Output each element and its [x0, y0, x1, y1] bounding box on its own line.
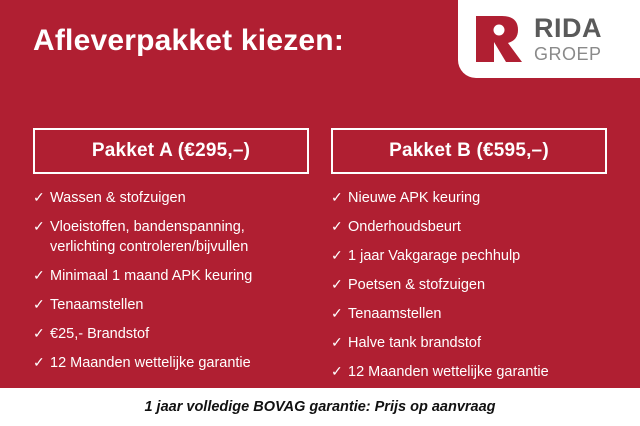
list-item: [33, 324, 309, 344]
feature-text: 12 Maanden wettelijke garantie: [50, 355, 251, 371]
check-icon: ✓: [331, 363, 343, 379]
check-icon: ✓: [33, 354, 45, 370]
list-item: [331, 188, 607, 208]
list-item: [33, 295, 309, 315]
feature-text: Tenaamstellen: [348, 306, 442, 322]
check-icon: ✓: [331, 218, 343, 234]
check-icon: ✓: [33, 218, 45, 234]
check-icon: ✓: [331, 247, 343, 263]
list-item: [331, 217, 607, 237]
package-a-title: Pakket A (€295,–): [33, 128, 309, 174]
list-item: [331, 304, 607, 324]
footer-text: 1 jaar volledige BOVAG garantie: Prijs op aanvraag: [144, 399, 496, 415]
feature-text: Nieuwe APK keuring: [348, 190, 481, 206]
feature-text: Onderhoudsbeurt: [348, 219, 461, 235]
brand-logo: [458, 0, 640, 78]
check-icon: ✓: [331, 189, 343, 205]
list-item: [331, 333, 607, 353]
package-a-feature-list: [33, 188, 309, 373]
check-icon: ✓: [33, 189, 45, 205]
feature-text: €25,- Brandstof: [50, 326, 150, 342]
page-title: Afleverpakket kiezen:: [33, 24, 345, 57]
package-column-a: [22, 128, 320, 391]
list-item: [33, 188, 309, 208]
check-icon: ✓: [33, 296, 45, 312]
check-icon: ✓: [33, 325, 45, 341]
check-icon: ✓: [331, 305, 343, 321]
brand-subtitle: GROEP: [534, 44, 602, 64]
packages-container: [0, 128, 640, 391]
list-item: [331, 362, 607, 382]
list-item: [331, 246, 607, 266]
list-item: [331, 275, 607, 295]
feature-text: Vloeistoffen, bandenspanning, verlichting controleren/bijvullen: [50, 219, 249, 255]
list-item: [33, 353, 309, 373]
feature-text: Poetsen & stofzuigen: [348, 277, 486, 293]
feature-text: Wassen & stofzuigen: [50, 190, 186, 206]
brand-name: RIDA: [534, 13, 602, 43]
feature-text: 12 Maanden wettelijke garantie: [348, 364, 549, 380]
package-b-feature-list: [331, 188, 607, 382]
feature-text: 1 jaar Vakgarage pechhulp: [348, 248, 521, 264]
check-icon: ✓: [331, 334, 343, 350]
feature-text: Minimaal 1 maand APK keuring: [50, 268, 253, 284]
package-b-title: Pakket B (€595,–): [331, 128, 607, 174]
check-icon: ✓: [33, 267, 45, 283]
package-column-b: [320, 128, 618, 391]
rida-logo-icon: [472, 12, 526, 66]
footer-banner: [0, 388, 640, 426]
list-item: [33, 266, 309, 286]
check-icon: ✓: [331, 276, 343, 292]
list-item: [33, 217, 309, 257]
feature-text: Tenaamstellen: [50, 297, 144, 313]
feature-text: Halve tank brandstof: [348, 335, 481, 351]
